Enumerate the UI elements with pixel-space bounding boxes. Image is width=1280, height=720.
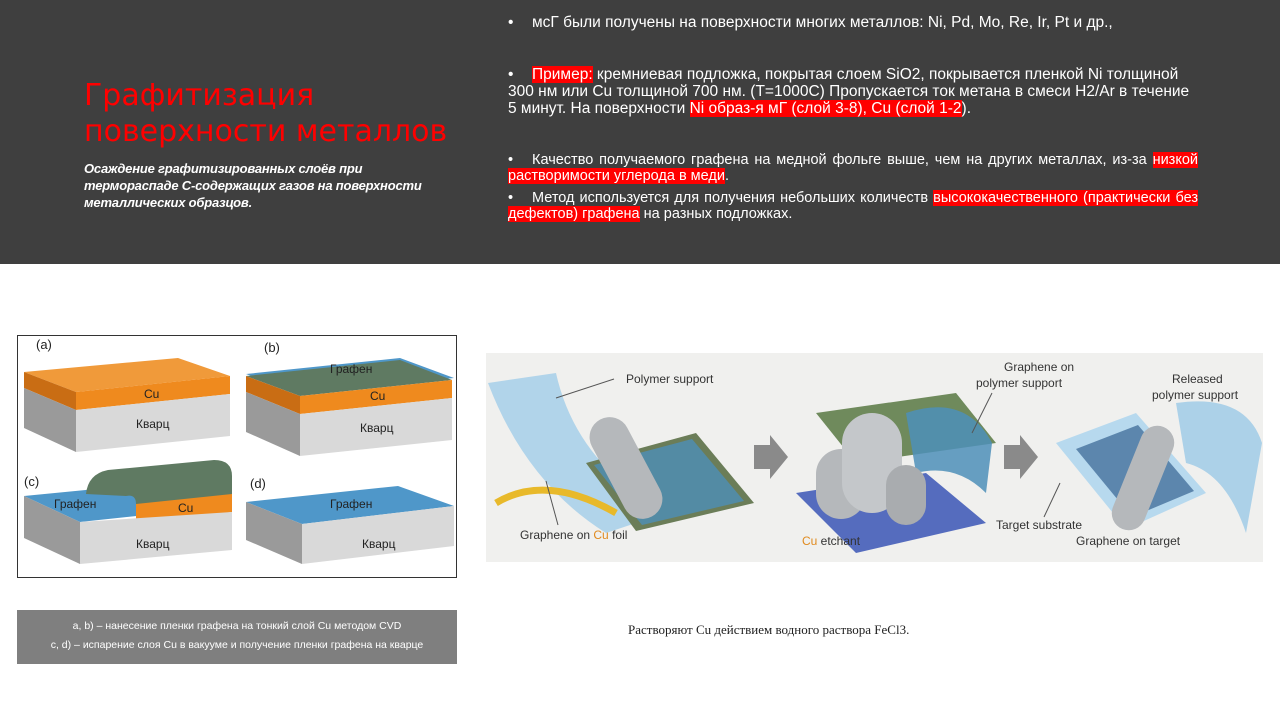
bullet-example <box>508 66 1198 117</box>
quartz-label-d: Кварц <box>362 537 396 551</box>
cvd-layers-diagram <box>18 336 456 577</box>
highlight-solubility: низкой растворимости углерода в меди <box>508 152 1198 184</box>
figure-caption <box>17 610 457 664</box>
graphene-label-b: Графен <box>330 362 373 376</box>
transfer-process-figure <box>486 353 1263 562</box>
bullet-dot: • <box>508 66 514 83</box>
panel-label-a: (a) <box>36 337 52 352</box>
bullet-text: Метод используется для получения небольших количеств <box>532 190 934 206</box>
slide-subtitle: Осаждение графитизированных слоёв при термораспаде С-содержащих газов на поверхности металлических образцов. <box>84 161 422 210</box>
arrow-right-icon <box>754 435 788 479</box>
cu-label-c: Cu <box>178 501 194 515</box>
bullet-dot: • <box>508 152 514 168</box>
arrow-right-icon <box>1004 435 1038 479</box>
label-graphene-on-polymer-1: Graphene on <box>1004 360 1075 374</box>
slide-title: Графитизация поверхности металлов <box>84 78 448 149</box>
bullet-method <box>508 190 1198 222</box>
highlight-quality: высококачественного (практически без дефектов) графена <box>508 190 1198 222</box>
cu-label-b: Cu <box>370 389 386 403</box>
panel-label-c: (c) <box>24 474 40 489</box>
label-cu-etchant: Cu etchant <box>802 534 861 548</box>
bullet-metals <box>508 14 1198 31</box>
label-released-2: polymer support <box>1152 388 1239 402</box>
highlight-example: Пример: <box>532 66 593 83</box>
roller-2c <box>886 465 926 525</box>
bullet-text: кремниевая подложка, покрытая слоем SiO2, покрывается пленкой Ni толщиной 300 нм или Cu толщиной 700 нм. (T=1000C) Пропускается ток метана в смеси H2/Ar в течение 5 минут. На поверхности <box>508 66 1190 117</box>
bullet-text-end: ). <box>961 100 971 117</box>
released-polymer-sheet <box>1176 401 1262 533</box>
graphene-label-c: Графен <box>54 497 97 511</box>
label-target-substrate: Target substrate <box>996 518 1083 532</box>
bullet-dot: • <box>508 190 514 206</box>
leader-line <box>556 379 614 398</box>
transfer-process-diagram <box>486 353 1263 562</box>
panel-label-b: (b) <box>264 340 280 355</box>
label-released-1: Released <box>1172 372 1223 386</box>
bullet-text: Качество получаемого графена на медной фольге выше, чем на других металлах, из-за <box>532 152 1153 168</box>
highlight-layers: Ni образ-я мГ (слой 3-8), Cu (слой 1-2 <box>689 100 962 117</box>
quartz-label-a: Кварц <box>136 417 170 431</box>
caption-line-1: a, b) – нанесение пленки графена на тонкий слой Cu методом CVD <box>72 620 402 632</box>
bullet-text-end: . <box>724 168 729 184</box>
caption-line-2: c, d) – испарение слоя Cu в вакууме и получение пленки графена на кварце <box>50 639 424 651</box>
panel-label-d: (d) <box>250 476 266 491</box>
bullet-quality <box>508 152 1198 184</box>
label-graphene-on-target: Graphene on target <box>1076 534 1181 548</box>
label-graphene-on-cu-foil: Graphene on Cu foil <box>520 528 628 542</box>
label-polymer-support: Polymer support <box>626 372 714 386</box>
graphene-label-d: Графен <box>330 497 373 511</box>
bullet-text: мсГ были получены на поверхности многих металлов: Ni, Pd, Mo, Re, Ir, Pt и др., <box>532 14 1113 31</box>
bullet-text-end: на разных подложках. <box>639 206 793 222</box>
quartz-label-b: Кварц <box>360 421 394 435</box>
label-graphene-on-polymer-2: polymer support <box>976 376 1063 390</box>
bullet-dot: • <box>508 14 514 31</box>
cu-label-a: Cu <box>144 387 160 401</box>
footer-note: Растворяют Cu действием водного раствора FeCl3. <box>628 622 910 637</box>
cvd-layers-figure <box>17 335 457 578</box>
leader-line <box>1044 483 1060 517</box>
quartz-label-c: Кварц <box>136 537 170 551</box>
